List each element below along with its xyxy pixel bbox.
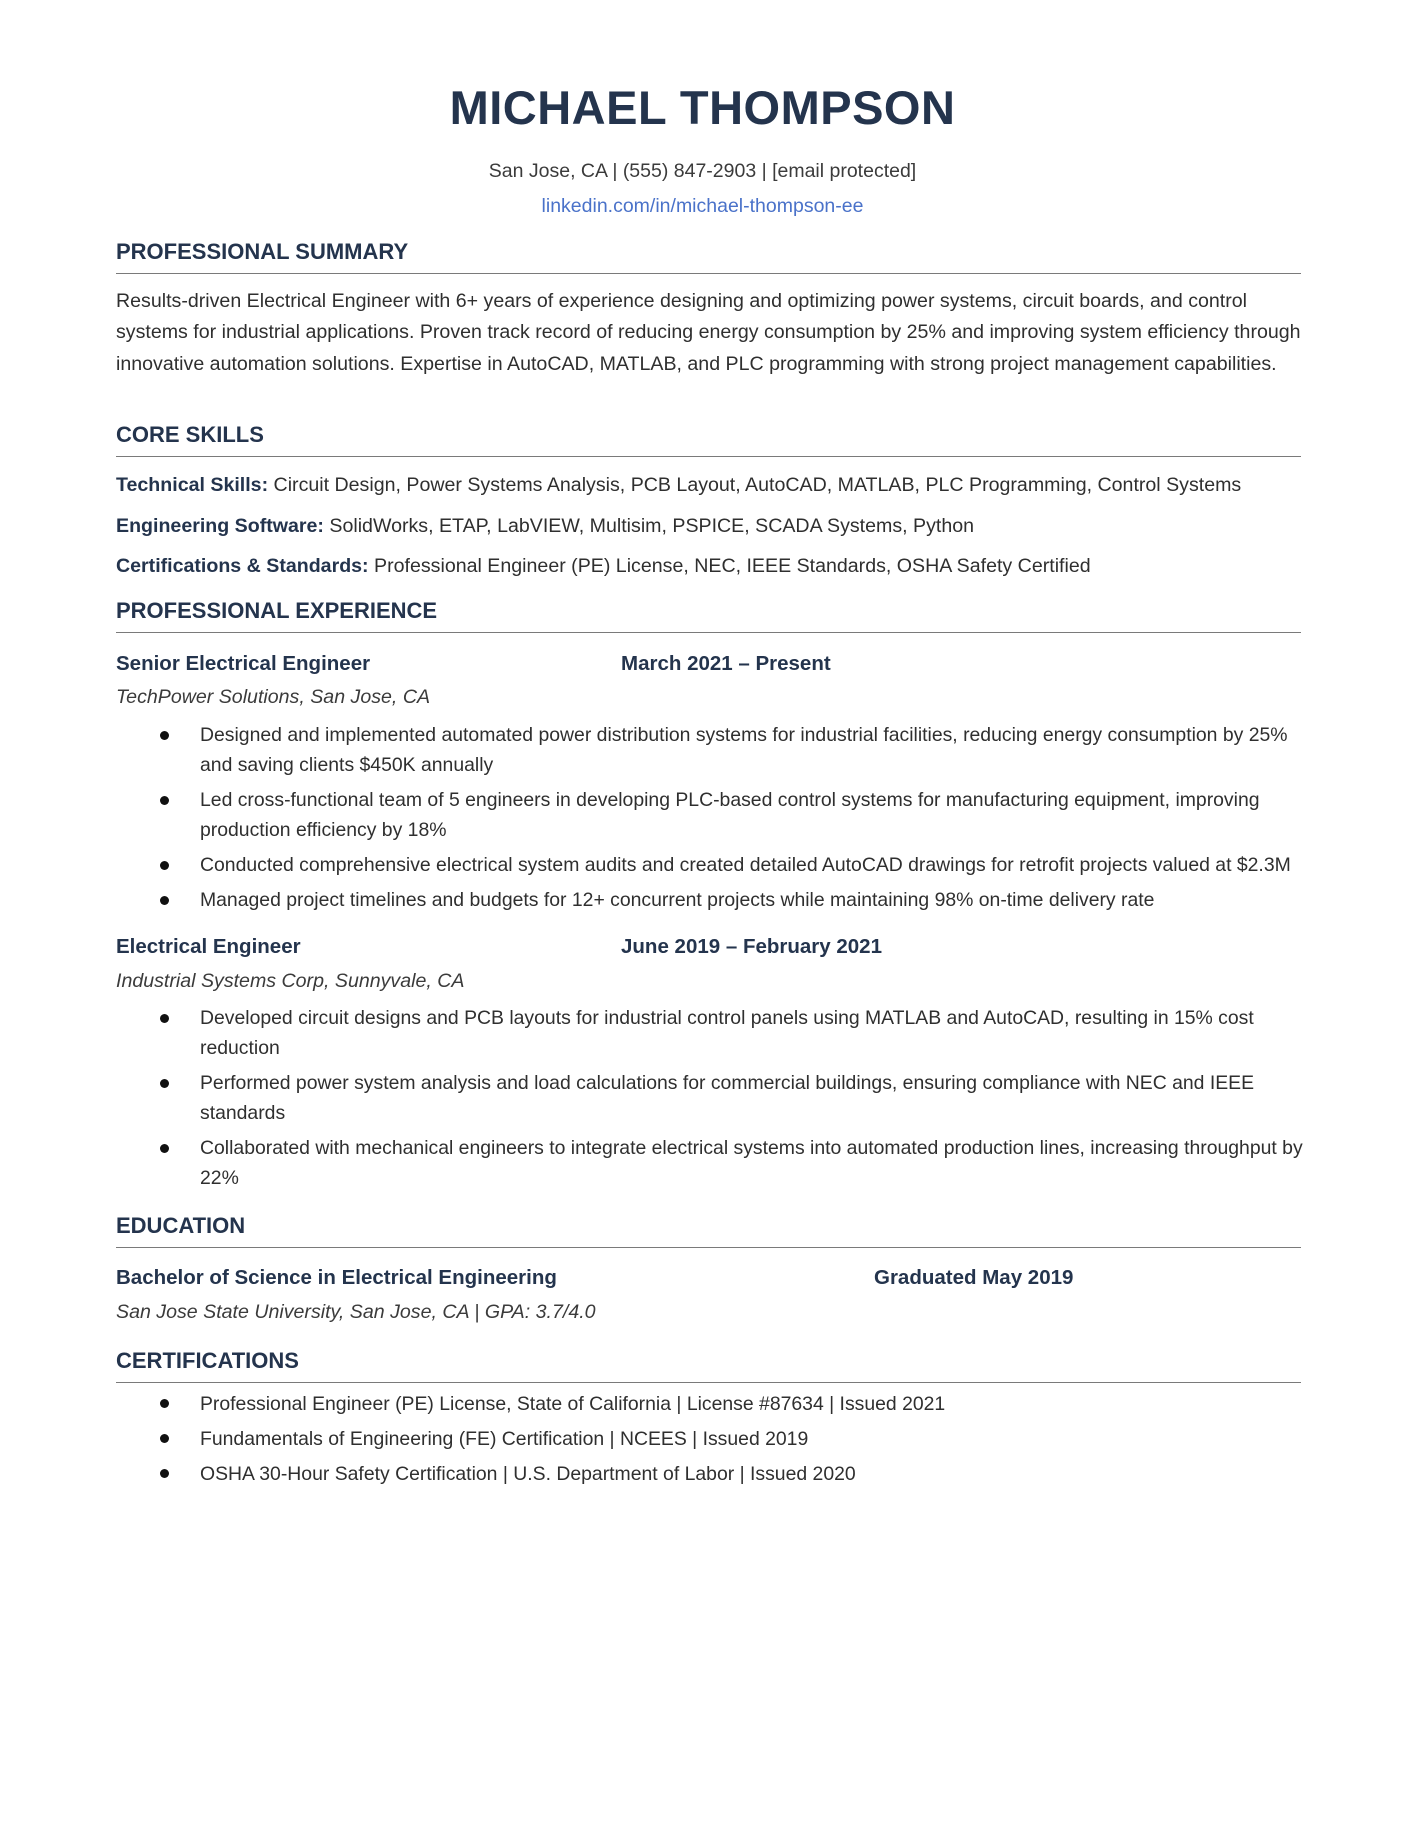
graduation-date: Graduated May 2019	[874, 1266, 1074, 1289]
candidate-name: MICHAEL THOMPSON	[449, 81, 956, 134]
degree-title: Bachelor of Science in Electrical Engineering	[116, 1266, 557, 1289]
skill-label: Certifications & Standards:	[116, 555, 369, 577]
job-company: TechPower Solutions, San Jose, CA	[116, 686, 431, 708]
bullet-dot	[160, 861, 169, 870]
skill-label: Technical Skills:	[116, 474, 269, 496]
summary-text: Results-driven Electrical Engineer with 6+ years of experience designing and optimizing power systems, circuit boards, and control systems for industrial applications. Proven track record of reducing energy consumption by 25% and improving system efficiency through innovative automation solutions. Expertise in AutoCAD, MATLAB, and PLC programming with strong project management capabilities.	[116, 290, 1301, 375]
skill-line-certifications	[116, 555, 1301, 578]
section-title-certifications: CERTIFICATIONS	[116, 1348, 1301, 1383]
skill-value: SolidWorks, ETAP, LabVIEW, Multisim, PSPICE, SCADA Systems, Python	[323, 515, 975, 537]
job-title: Electrical Engineer	[116, 935, 301, 958]
job-bullet: Performed power system analysis and load calculations for commercial buildings, ensuring compliance with NEC and IEEE standards	[200, 1072, 1255, 1124]
job-dates: June 2019 – February 2021	[621, 935, 882, 958]
job-bullet: Developed circuit designs and PCB layouts for industrial control panels using MATLAB and AutoCAD, resulting in 15% cost reduction	[200, 1007, 1254, 1059]
section-title-experience: PROFESSIONAL EXPERIENCE	[116, 598, 1301, 633]
bullet-dot	[160, 1434, 169, 1443]
bullet-dot	[160, 731, 169, 740]
bullet-dot	[160, 1399, 169, 1408]
job-bullet: Managed project timelines and budgets for 12+ concurrent projects while maintaining 98% on-time delivery rate	[200, 889, 1155, 911]
job-bullet: Conducted comprehensive electrical system audits and created detailed AutoCAD drawings for retrofit projects valued at $2.3M	[200, 854, 1291, 876]
skill-value: Circuit Design, Power Systems Analysis, PCB Layout, AutoCAD, MATLAB, PLC Programming, Control Systems	[268, 474, 1242, 496]
job-company: Industrial Systems Corp, Sunnyvale, CA	[116, 970, 465, 992]
bullet-dot	[160, 1469, 169, 1478]
bullet-dot	[160, 1144, 169, 1153]
skill-value: Professional Engineer (PE) License, NEC, IEEE Standards, OSHA Safety Certified	[368, 555, 1091, 577]
skill-line-technical	[116, 474, 1301, 497]
job-bullet: Collaborated with mechanical engineers to integrate electrical systems into automated production lines, increasing throughput by 22%	[200, 1137, 1303, 1189]
contact-info: San Jose, CA | (555) 847-2903 | [email protected]	[488, 160, 917, 182]
bullet-dot	[160, 1014, 169, 1023]
job-bullet: Led cross-functional team of 5 engineers in developing PLC-based control systems for manufacturing equipment, improving production efficiency by 18%	[200, 789, 1260, 841]
section-title-education: EDUCATION	[116, 1213, 1301, 1248]
certification-item: Fundamentals of Engineering (FE) Certification | NCEES | Issued 2019	[200, 1428, 809, 1450]
job-bullet: Designed and implemented automated power distribution systems for industrial facilities, reducing energy consumption by 25% and saving clients $450K annually	[200, 724, 1288, 776]
school-info: San Jose State University, San Jose, CA | GPA: 3.7/4.0	[116, 1301, 596, 1323]
job-dates: March 2021 – Present	[621, 652, 831, 675]
bullet-dot	[160, 896, 169, 905]
bullet-dot	[160, 796, 169, 805]
bullet-dot	[160, 1079, 169, 1088]
section-title-summary: PROFESSIONAL SUMMARY	[116, 239, 1301, 274]
skill-line-software	[116, 515, 1301, 538]
section-title-skills: CORE SKILLS	[116, 422, 1301, 457]
linkedin-link[interactable]: linkedin.com/in/michael-thompson-ee	[541, 195, 864, 217]
skill-label: Engineering Software:	[116, 515, 324, 537]
certification-item: OSHA 30-Hour Safety Certification | U.S. Department of Labor | Issued 2020	[200, 1463, 856, 1485]
certification-item: Professional Engineer (PE) License, State of California | License #87634 | Issued 2021	[200, 1393, 946, 1415]
job-title: Senior Electrical Engineer	[116, 652, 371, 675]
